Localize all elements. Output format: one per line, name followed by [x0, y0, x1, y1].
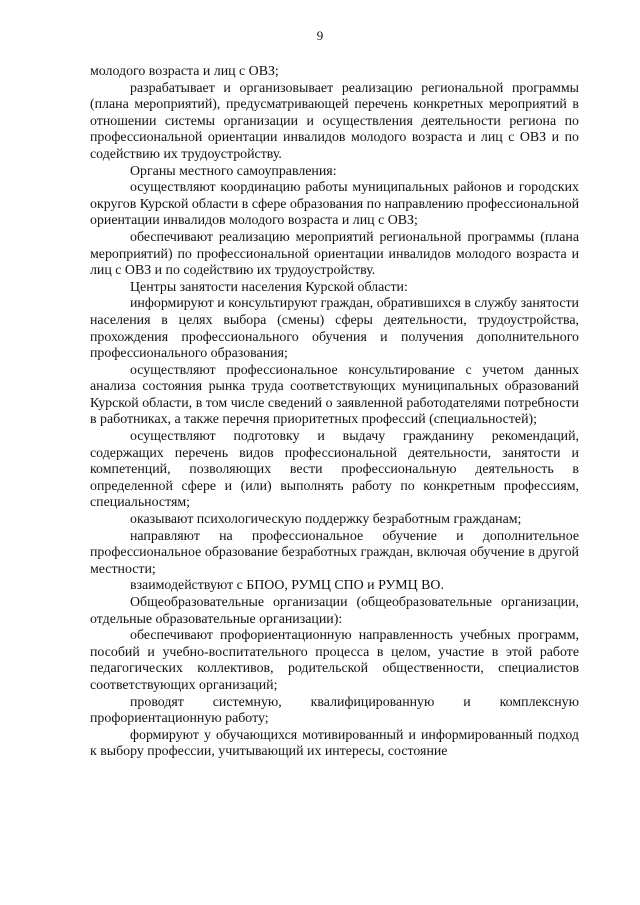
paragraph: обеспечивают профориентационную направленность учебных программ, пособий и учебно-воспитательного процесса в целом, участие в этой работе педагогических коллективов, родительской общественности, специалистов соответствующих организаций;	[90, 628, 579, 693]
paragraph: оказывают психологическую поддержку безработным гражданам;	[130, 512, 522, 528]
paragraph: осуществляют профессиональное консультирование с учетом данных анализа состояния рынка труда соответствующих муниципальных образований Курской области, в том числе сведений о заявленной работодателями потребности в работниках, а также перечня приоритетных профессий (специальностей);	[90, 362, 579, 428]
paragraph: взаимодействуют с БПОО, РУМЦ СПО и РУМЦ ВО.	[130, 578, 444, 594]
paragraph: Органы местного самоуправления:	[130, 163, 337, 179]
body-text	[90, 64, 579, 761]
paragraph: разрабатывает и организовывает реализацию региональной программы (плана мероприятий), предусматривающей перечень конкретных мероприятий в отношении системы организации и осуществления деятельности региона по профессиональной ориентации инвалидов молодого возраста и лиц с ОВЗ и по содействию их трудоустройству.	[90, 80, 579, 162]
paragraph: информируют и консультируют граждан, обратившихся в службу занятости населения в целях выбора (смены) сферы деятельности, трудоустройства, прохождения профессионального обучения и получения дополнительного профессионального образования;	[90, 296, 579, 362]
paragraph: осуществляют подготовку и выдачу гражданину рекомендаций, содержащих перечень видов профессиональной деятельности, занятости и компетенций, позволяющих вести профессиональную деятельность в определенной сфере и (или) выполнять работу по конкретным профессиям, специальностям;	[90, 429, 579, 511]
paragraph: направляют на профессиональное обучение и дополнительное профессиональное образование безработных граждан, включая обучение в другой местности;	[90, 528, 579, 577]
paragraph: молодого возраста и лиц с ОВЗ;	[90, 64, 279, 79]
paragraph: Общеобразовательные организации (общеобразовательные организации, отдельные образовательные организации):	[90, 595, 579, 627]
paragraph: обеспечивают реализацию мероприятий региональной программы (плана мероприятий) по профессиональной ориентации инвалидов молодого возраста и лиц с ОВЗ и по содействию их трудоустройству.	[90, 229, 579, 279]
paragraph: проводят системную, квалифицированную и комплексную профориентационную работу;	[90, 694, 579, 727]
paragraph: осуществляют координацию работы муниципальных районов и городских округов Курской области в сфере образования по направлению профессиональной ориентации инвалидов молодого возраста и лиц с ОВЗ;	[90, 180, 580, 229]
page-number: 9	[316, 28, 324, 43]
paragraph: Центры занятости населения Курской области:	[130, 279, 408, 295]
paragraph: формируют у обучающихся мотивированный и информированный подход к выбору профессии, учитывающий их интересы, состояние	[90, 727, 579, 760]
